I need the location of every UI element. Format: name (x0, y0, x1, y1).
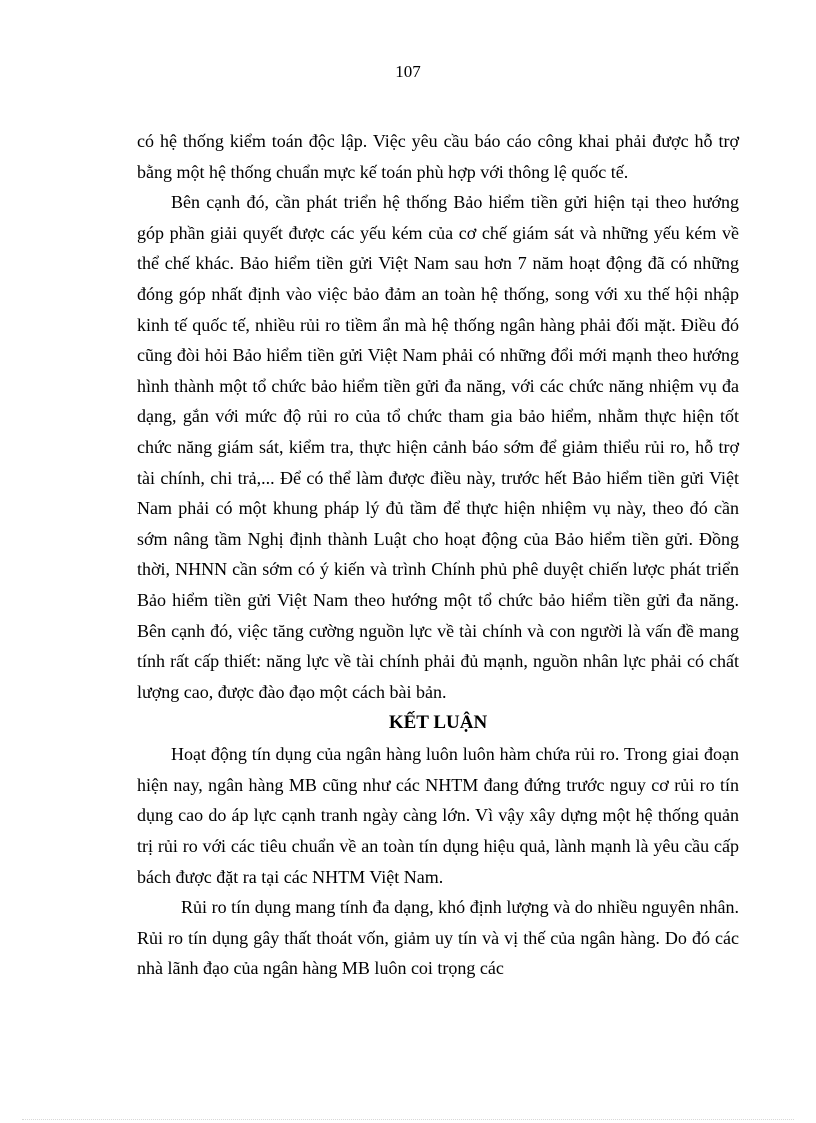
page-body (137, 126, 739, 984)
page-number: 107 (395, 62, 421, 81)
page-bottom-border (22, 1119, 794, 1120)
section-heading-conclusion: KẾT LUẬN (388, 712, 488, 734)
paragraph-deposit-insurance: Bên cạnh đó, cần phát triển hệ thống Bảo hiểm tiền gửi hiện tại theo hướng góp phần giải quyết được các yếu kém của cơ chế giám sát và những yếu kém về thể chế khác. Bảo hiểm tiền gửi Việt Nam sau hơn 7 năm hoạt động đã có những đóng góp nhất định vào việc bảo đảm an toàn hệ thống, song với xu thế hội nhập kinh tế quốc tế, nhiều rủi ro tiềm ẩn mà hệ thống ngân hàng phải đối mặt. Điều đó cũng đòi hỏi Bảo hiểm tiền gửi Việt Nam phải có những đổi mới mạnh theo hướng hình thành một tổ chức bảo hiểm tiền gửi đa năng, với các chức năng nhiệm vụ đa dạng, gắn với mức độ rủi ro của tổ chức tham gia bảo hiểm, nhằm thực hiện tốt chức năng giám sát, kiểm tra, thực hiện cảnh báo sớm để giảm thiểu rủi ro, hỗ trợ tài chính, chi trả,... Để có thể làm được điều này, trước hết Bảo hiểm tiền gửi Việt Nam phải có một khung pháp lý đủ tầm để thực hiện nhiệm vụ này, theo đó cần sớm nâng tầm Nghị định thành Luật cho hoạt động của Bảo hiểm tiền gửi. Đồng thời, NHNN cần sớm có ý kiến và trình Chính phủ phê duyệt chiến lược phát triển Bảo hiểm tiền gửi Việt Nam theo hướng một tổ chức bảo hiểm tiền gửi đa năng. Bên cạnh đó, việc tăng cường nguồn lực về tài chính và con người là vấn đề mang tính rất cấp thiết: năng lực về tài chính phải đủ mạnh, nguồn nhân lực phải có chất lượng cao, được đào đạo một cách bài bản. (137, 192, 739, 702)
paragraph-continuation: có hệ thống kiểm toán độc lập. Việc yêu cầu báo cáo công khai phải được hỗ trợ bằng một hệ thống chuẩn mực kế toán phù hợp với thông lệ quốc tế. (137, 131, 739, 182)
paragraph-conclusion-1: Hoạt động tín dụng của ngân hàng luôn luôn hàm chứa rủi ro. Trong giai đoạn hiện nay, ngân hàng MB cũng như các NHTM đang đứng trước nguy cơ rủi ro tín dụng cao do áp lực cạnh tranh ngày càng lớn. Vì vậy xây dựng một hệ thống quản trị rủi ro với các tiêu chuẩn về an toàn tín dụng hiệu quả, lành mạnh là yêu cầu cấp bách được đặt ra tại các NHTM Việt Nam. (137, 744, 739, 887)
paragraph-conclusion-2: Rủi ro tín dụng mang tính đa dạng, khó định lượng và do nhiều nguyên nhân. Rủi ro tín dụng gây thất thoát vốn, giảm uy tín và vị thế của ngân hàng. Do đó các nhà lãnh đạo của ngân hàng MB luôn coi trọng các (137, 897, 739, 979)
